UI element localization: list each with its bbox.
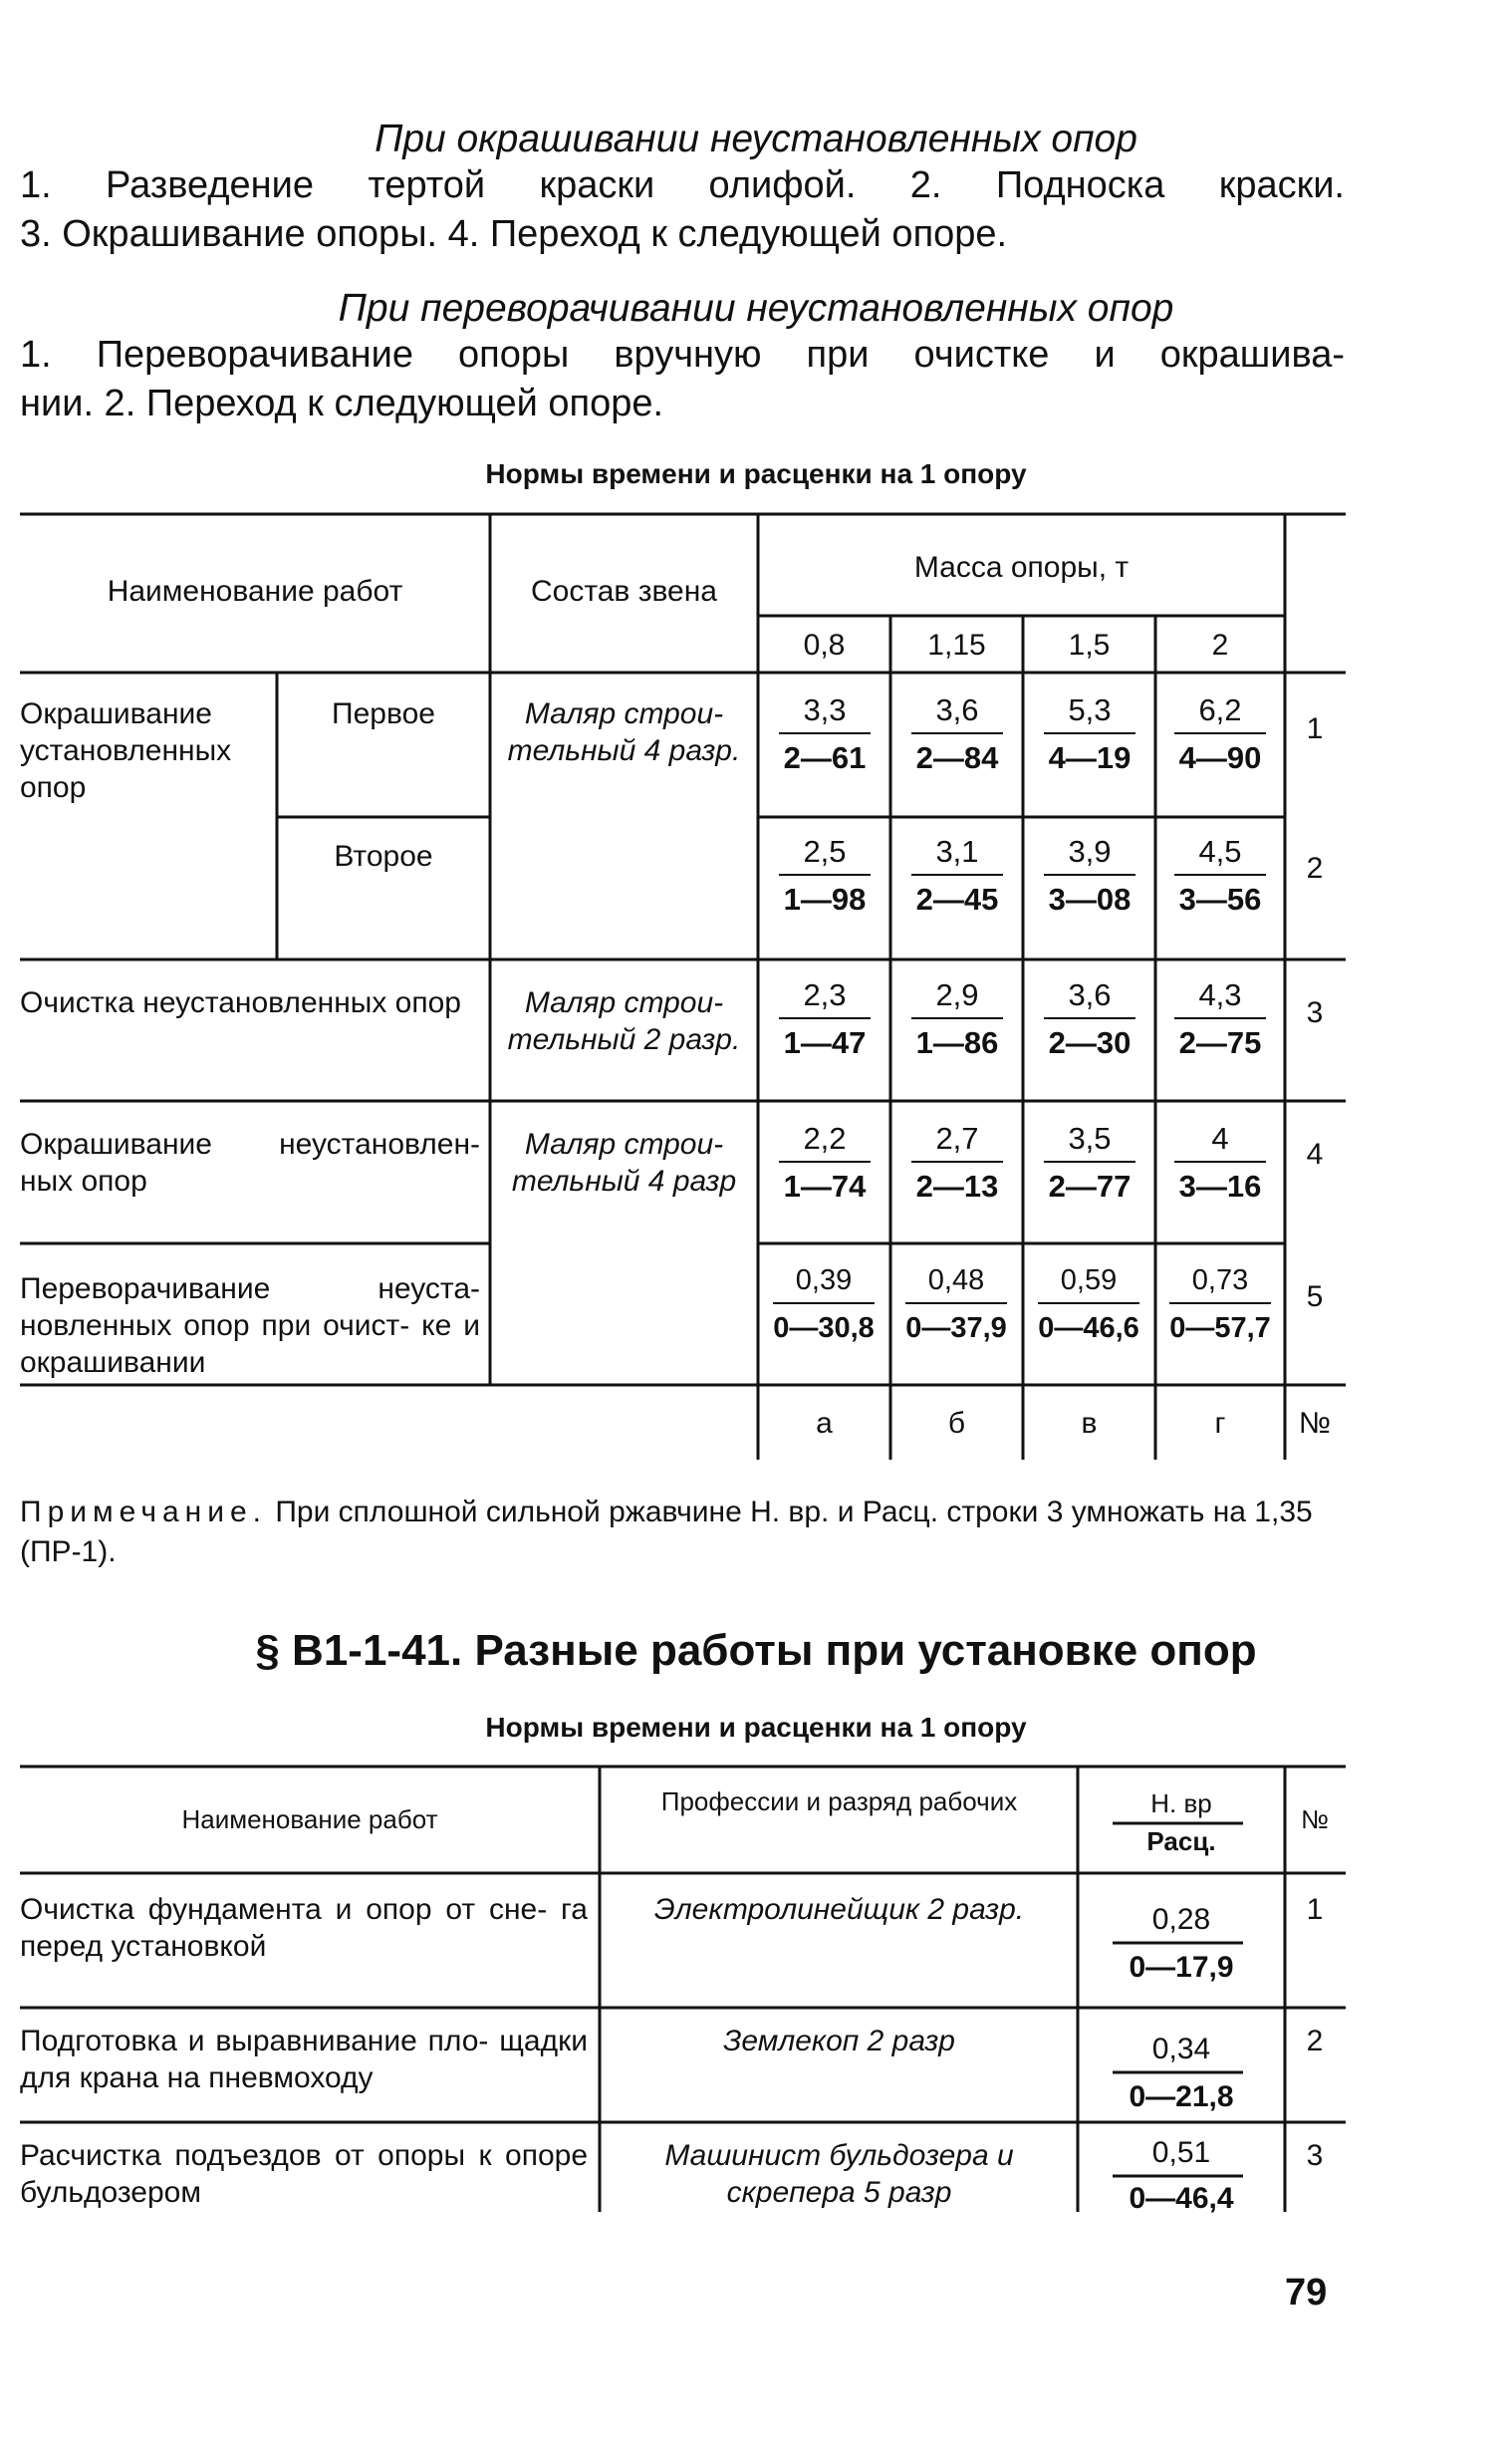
rate: 1—86: [915, 1025, 999, 1060]
text-line: нии. 2. Переход к следующей опоре.: [20, 383, 664, 424]
column-header-mass: Масса опоры, т: [913, 551, 1130, 584]
row-profession: Электролинейщик 2 разр.: [653, 1893, 1025, 1926]
fraction-bar: [911, 1017, 1003, 1019]
rate: 0—46,4: [1129, 2182, 1234, 2215]
value-cell: [1030, 975, 1149, 1063]
norms-table-1: [20, 511, 1346, 1478]
value-cell: [765, 690, 884, 778]
norms-table-2: [20, 1764, 1346, 2222]
rate: 4—19: [1048, 740, 1132, 775]
row-number: 1: [1306, 712, 1324, 745]
rate: 3—16: [1178, 1169, 1262, 1204]
row-number: 4: [1306, 1138, 1324, 1171]
text-line: 1. Переворачивание опоры вручную при очистке и окрашива-: [20, 334, 1345, 376]
rate: 3—08: [1048, 882, 1132, 917]
fraction-bar: [1044, 1161, 1135, 1163]
value-cell: [1030, 690, 1149, 778]
fraction-bar: [1174, 732, 1266, 734]
rate: 2—84: [915, 740, 999, 775]
norm-time: 3,6: [1068, 977, 1112, 1012]
fraction-bar: [1038, 1302, 1139, 1304]
fraction-bar: [1169, 1302, 1271, 1304]
value-cell: [1030, 1119, 1149, 1207]
fraction-bar: [911, 1161, 1003, 1163]
text-line: 3. Окрашивание опоры. 4. Переход к следующей опоре.: [20, 213, 1008, 255]
rate: 0—21,8: [1129, 2080, 1234, 2113]
rate: 0—30,8: [773, 1312, 875, 1344]
fraction-bar: [1044, 874, 1135, 876]
mass-col-d: 2: [1211, 629, 1229, 662]
rate: 1—47: [783, 1025, 867, 1060]
rate: 2—13: [915, 1169, 999, 1204]
norm-time: 2,5: [803, 834, 847, 869]
column-letter: а: [816, 1407, 833, 1440]
norm-time: 3,6: [935, 692, 979, 727]
norm-time: 2,3: [803, 977, 847, 1012]
rate: 2—45: [915, 882, 999, 917]
fraction-bar: [1044, 1017, 1135, 1019]
rate: 3—56: [1178, 882, 1262, 917]
fraction-bar: [1174, 1017, 1266, 1019]
row-number: 3: [1306, 996, 1324, 1029]
rate: 2—61: [783, 740, 867, 775]
note-label: Примечание.: [20, 1496, 267, 1528]
value-cell: [897, 832, 1017, 920]
number-column-label: №: [1298, 1407, 1332, 1440]
row-name: Окрашивание установленных опор: [20, 697, 232, 804]
table-note: [20, 1493, 1345, 1572]
norm-time: 0,51: [1151, 2136, 1211, 2169]
value-cell: [897, 975, 1017, 1063]
norm-time: 5,3: [1068, 692, 1112, 727]
fraction-bar: [1174, 874, 1266, 876]
norm-time: 3,1: [935, 834, 979, 869]
row-name: Очистка неустановленных опор: [20, 986, 461, 1019]
row-profession: Машинист бульдозера и скрепера 5 разр: [664, 2139, 1014, 2209]
rate: 1—74: [783, 1169, 867, 1204]
rate: 0—37,9: [905, 1312, 1007, 1344]
row-name: Подготовка и выравнивание пло- щадки для крана на пневмоходу: [20, 2025, 588, 2094]
value-cell: [1155, 1260, 1285, 1348]
row-subname: Первое: [332, 697, 435, 730]
fraction-bar: [779, 874, 871, 876]
fraction-bar: [779, 1017, 871, 1019]
column-header-norm-time: Н. вр: [1150, 1788, 1212, 1818]
norm-time: 4,5: [1198, 834, 1242, 869]
column-header-crew: Состав звена: [530, 575, 717, 608]
value-cell: [1024, 1260, 1153, 1348]
page-number: 79: [1285, 2272, 1328, 2314]
fraction-bar: [1174, 1161, 1266, 1163]
norm-time: 2,9: [935, 977, 979, 1012]
row-crew: Маляр строи- тельный 4 разр.: [507, 697, 741, 767]
mass-col-b: 1,15: [927, 629, 986, 662]
norm-time: 3,3: [803, 692, 847, 727]
rate: 2—77: [1048, 1169, 1132, 1204]
fraction-bar: [911, 874, 1003, 876]
rate: 1—98: [783, 882, 867, 917]
row-name: Очистка фундамента и опор от сне- га перед установкой: [20, 1893, 588, 1963]
text-line: 1. Разведение тертой краски олифой. 2. Подноска краски.: [20, 164, 1345, 206]
value-cell: [765, 975, 884, 1063]
fraction-bar: [911, 732, 1003, 734]
fraction-bar: [779, 1161, 871, 1163]
row-crew: Маляр строи- тельный 2 разр.: [507, 986, 741, 1056]
value-cell: [1160, 1119, 1280, 1207]
fraction-bar: [905, 1302, 1007, 1304]
column-letter: в: [1081, 1407, 1098, 1440]
norm-time: 3,9: [1068, 834, 1112, 869]
value-cell: [765, 1119, 884, 1207]
value-cell: [891, 1260, 1021, 1348]
column-header-number: №: [1301, 1804, 1329, 1834]
rate: 2—75: [1178, 1025, 1262, 1060]
paragraph-turning-steps: [20, 331, 1345, 428]
column-header-work-name: Наименование работ: [181, 1804, 438, 1834]
value-cell: [1160, 975, 1280, 1063]
norm-time: 0,34: [1151, 2033, 1211, 2065]
value-cell: [897, 1119, 1017, 1207]
row-name: Окрашивание неустановлен- ных опор: [20, 1128, 480, 1198]
column-letter: г: [1214, 1407, 1226, 1440]
row-number: 5: [1306, 1280, 1324, 1313]
column-header-profession: Профессии и разряд рабочих: [660, 1786, 1018, 1816]
value-cell: [897, 690, 1017, 778]
row-name: Расчистка подъездов от опоры к опоре бульдозером: [20, 2139, 588, 2209]
heading-unerected-painting: При окрашивании неустановленных опор: [375, 118, 1137, 160]
paragraph-painting-steps: [20, 161, 1345, 259]
norm-time: 6,2: [1198, 692, 1242, 727]
rate: 0—57,7: [1169, 1312, 1271, 1344]
column-header-rate: Расц.: [1146, 1826, 1216, 1856]
value-cell: [759, 1260, 888, 1348]
note-text: При сплошной сильной ржавчине Н. вр. и Расц. строки 3 умножать на 1,35 (ПР-1).: [20, 1496, 1313, 1568]
value-cell: [1160, 690, 1280, 778]
row-subname: Второе: [334, 840, 433, 873]
fraction-bar: [773, 1302, 875, 1304]
row-number: 2: [1306, 852, 1324, 885]
norm-time: 0,59: [1060, 1264, 1118, 1296]
value-cell: [1030, 832, 1149, 920]
norm-time: 0,73: [1191, 1264, 1249, 1296]
norm-time: 3,5: [1068, 1121, 1112, 1156]
value-cell: [765, 832, 884, 920]
column-letter: б: [947, 1407, 966, 1440]
table1-caption: Нормы времени и расценки на 1 опору: [485, 458, 1027, 489]
norm-time: 4: [1211, 1121, 1229, 1156]
row-name: Переворачивание неуста- новленных опор при очист- ке и окрашивании: [20, 1272, 480, 1379]
row-number: 1: [1306, 1893, 1324, 1926]
section-title: § В1-1-41. Разные работы при установке опор: [255, 1626, 1257, 1675]
row-crew: Маляр строи- тельный 4 разр: [511, 1128, 737, 1198]
heading-unerected-turning: При переворачивании неустановленных опор: [338, 287, 1174, 330]
norm-time: 0,28: [1151, 1903, 1211, 1936]
norm-time: 4,3: [1198, 977, 1242, 1012]
rate: 2—30: [1048, 1025, 1132, 1060]
mass-col-c: 1,5: [1068, 629, 1111, 662]
row-number: 2: [1306, 2025, 1324, 2057]
column-header-work-name: Наименование работ: [107, 575, 403, 608]
value-cell: [1160, 832, 1280, 920]
norm-time: 2,2: [803, 1121, 847, 1156]
norm-time: 0,39: [795, 1264, 853, 1296]
norm-time: 2,7: [935, 1121, 979, 1156]
fraction-bar: [1044, 732, 1135, 734]
rate: 0—46,6: [1038, 1312, 1139, 1344]
table2-caption: Нормы времени и расценки на 1 опору: [485, 1712, 1027, 1743]
fraction-bar: [779, 732, 871, 734]
row-number: 3: [1306, 2139, 1324, 2172]
mass-col-a: 0,8: [803, 629, 846, 662]
rate: 0—17,9: [1129, 1951, 1234, 1984]
row-profession: Землекоп 2 разр: [723, 2025, 955, 2057]
rate: 4—90: [1178, 740, 1262, 775]
norm-time: 0,48: [927, 1264, 985, 1296]
